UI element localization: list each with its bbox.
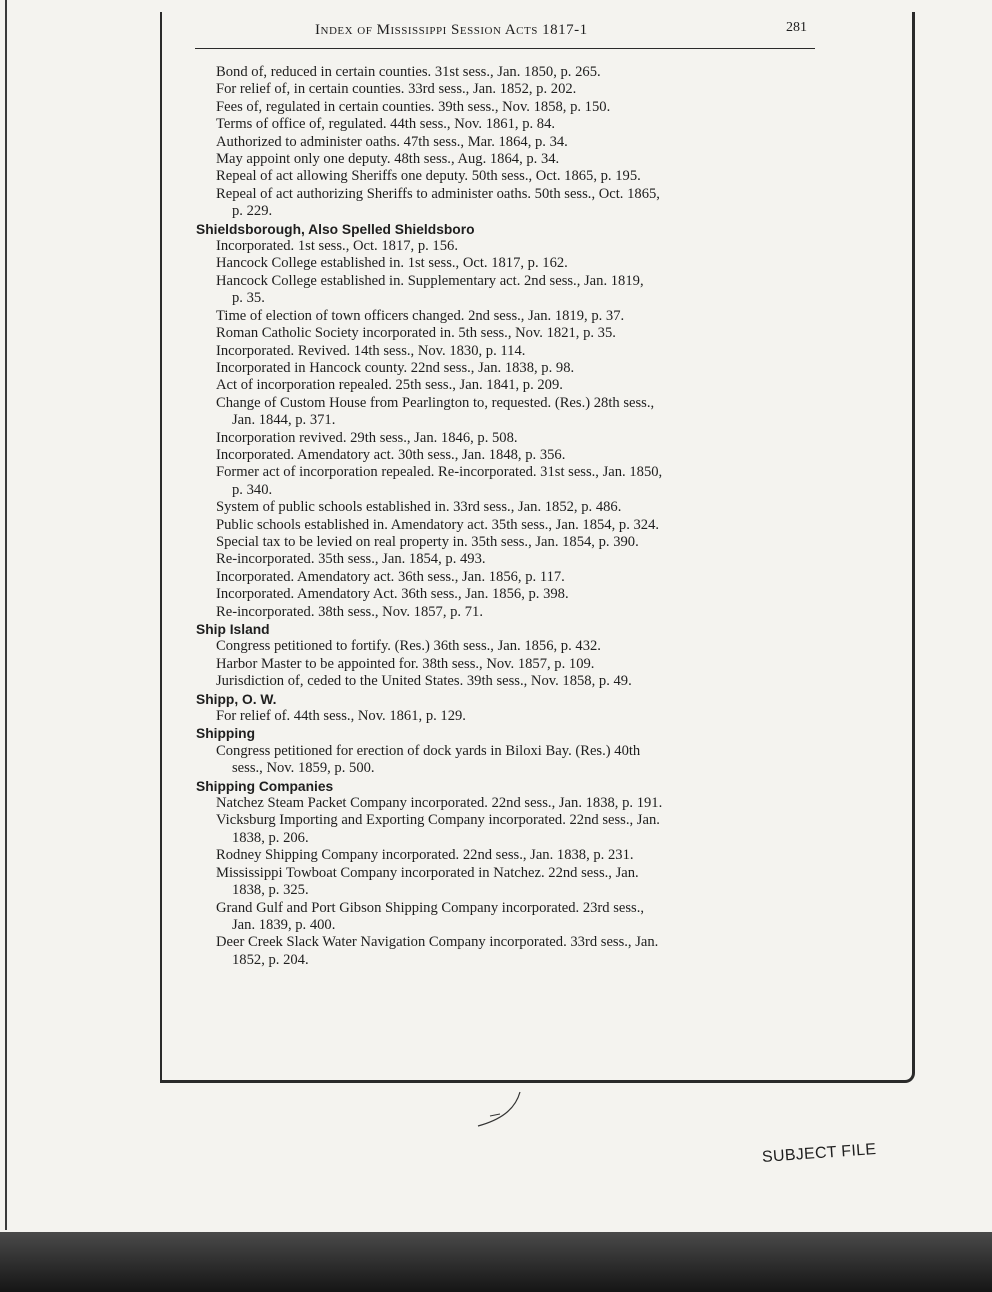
index-entry: Re-incorporated. 35th sess., Jan. 1854, p. 493. xyxy=(216,551,486,568)
index-entry: Re-incorporated. 38th sess., Nov. 1857, p. 71. xyxy=(216,603,483,620)
scan-bottom-band xyxy=(0,1232,992,1292)
index-entry: For relief of. 44th sess., Nov. 1861, p. 129. xyxy=(216,708,466,725)
index-entry: 1838, p. 325. xyxy=(232,882,309,899)
index-entry: Jan. 1844, p. 371. xyxy=(232,412,336,429)
index-entry: Roman Catholic Society incorporated in. 5th sess., Nov. 1821, p. 35. xyxy=(216,325,616,342)
index-entry: sess., Nov. 1859, p. 500. xyxy=(232,760,375,777)
index-entry: Grand Gulf and Port Gibson Shipping Company incorporated. 23rd sess., xyxy=(216,899,645,916)
index-entry: Incorporated. Amendatory act. 36th sess., Jan. 1856, p. 117. xyxy=(216,568,565,585)
index-entry: Bond of, reduced in certain counties. 31st sess., Jan. 1850, p. 265. xyxy=(216,64,601,80)
pen-mark xyxy=(470,1090,540,1130)
index-heading: Shipping Companies xyxy=(196,778,334,794)
index-entry: Special tax to be levied on real property in. 35th sess., Jan. 1854, p. 390. xyxy=(216,533,639,550)
index-entry: Incorporated. Amendatory Act. 36th sess., Jan. 1856, p. 398. xyxy=(216,586,569,603)
index-entry: Rodney Shipping Company incorporated. 22nd sess., Jan. 1838, p. 231. xyxy=(216,847,634,864)
index-entry: Change of Custom House from Pearlington to, requested. (Res.) 28th sess., xyxy=(216,394,655,411)
index-entry: Jan. 1839, p. 400. xyxy=(232,916,336,933)
index-entry: Act of incorporation repealed. 25th sess., Jan. 1841, p. 209. xyxy=(216,377,563,394)
index-heading: Shipping xyxy=(196,726,256,742)
index-entry: p. 35. xyxy=(232,290,265,307)
index-entry: Incorporated. Revived. 14th sess., Nov. 1830, p. 114. xyxy=(216,342,526,359)
index-entry: Hancock College established in. 1st sess., Oct. 1817, p. 162. xyxy=(216,255,568,272)
index-entry: p. 340. xyxy=(232,481,273,498)
index-entry: Authorized to administer oaths. 47th sess., Mar. 1864, p. 34. xyxy=(216,133,568,150)
index-entry: Former act of incorporation repealed. Re-incorporated. 31st sess., Jan. 1850, xyxy=(216,464,663,481)
index-entry: Jurisdiction of, ceded to the United States. 39th sess., Nov. 1858, p. 49. xyxy=(216,673,632,690)
index-entry: Repeal of act authorizing Sheriffs to administer oaths. 50th sess., Oct. 1865, xyxy=(216,185,660,202)
index-entry: Hancock College established in. Supplementary act. 2nd sess., Jan. 1819, xyxy=(216,272,644,289)
index-heading: Ship Island xyxy=(196,622,270,637)
index-entry: Harbor Master to be appointed for. 38th sess., Nov. 1857, p. 109. xyxy=(216,655,595,672)
index-entry: Incorporation revived. 29th sess., Jan. 1846, p. 508. xyxy=(216,429,518,446)
index-entry: Congress petitioned to fortify. (Res.) 36th sess., Jan. 1856, p. 432. xyxy=(216,638,601,655)
index-entry: Repeal of act allowing Sheriffs one deputy. 50th sess., Oct. 1865, p. 195. xyxy=(216,168,641,185)
page-number: 281 xyxy=(786,20,807,35)
index-entry: Terms of office of, regulated. 44th sess., Nov. 1861, p. 84. xyxy=(216,116,556,133)
index-entry: Deer Creek Slack Water Navigation Company incorporated. 33rd sess., Jan. xyxy=(216,934,659,951)
index-entry: Incorporated. 1st sess., Oct. 1817, p. 156. xyxy=(216,238,458,255)
index-entry: Natchez Steam Packet Company incorporated. 22nd sess., Jan. 1838, p. 191. xyxy=(216,795,663,812)
index-entry: 1852, p. 204. xyxy=(232,951,309,968)
index-entry: 1838, p. 206. xyxy=(232,829,309,846)
index-entry: Fees of, regulated in certain counties. 39th sess., Nov. 1858, p. 150. xyxy=(216,98,611,115)
index-entries xyxy=(196,64,836,969)
index-entry: Incorporated. Amendatory act. 30th sess., Jan. 1848, p. 356. xyxy=(216,446,566,463)
index-entry: Congress petitioned for erection of dock yards in Biloxi Bay. (Res.) 40th xyxy=(216,742,641,759)
index-entry: System of public schools established in. 33rd sess., Jan. 1852, p. 486. xyxy=(216,499,622,516)
index-entry: Time of election of town officers changed. 2nd sess., Jan. 1819, p. 37. xyxy=(216,307,625,324)
index-entry: Vicksburg Importing and Exporting Company incorporated. 22nd sess., Jan. xyxy=(216,812,660,829)
index-entry: May appoint only one deputy. 48th sess., Aug. 1864, p. 34. xyxy=(216,151,560,168)
running-header xyxy=(195,18,815,49)
index-entry: Public schools established in. Amendatory act. 35th sess., Jan. 1854, p. 324. xyxy=(216,516,660,533)
index-entry: Incorporated in Hancock county. 22nd sess., Jan. 1838, p. 98. xyxy=(216,359,575,376)
index-entry: For relief of, in certain counties. 33rd sess., Jan. 1852, p. 202. xyxy=(216,81,577,98)
subject-file-stamp: SUBJECT FILE xyxy=(761,1141,877,1166)
index-heading: Shipp, O. W. xyxy=(196,691,277,707)
scan-edge-line xyxy=(5,0,7,1230)
index-entry: Mississippi Towboat Company incorporated in Natchez. 22nd sess., Jan. xyxy=(216,864,639,881)
header-title: Index of Mississippi Session Acts 1817-1 xyxy=(315,22,588,38)
index-heading: Shieldsborough, Also Spelled Shieldsboro xyxy=(196,221,475,237)
index-entry: p. 229. xyxy=(232,203,273,220)
